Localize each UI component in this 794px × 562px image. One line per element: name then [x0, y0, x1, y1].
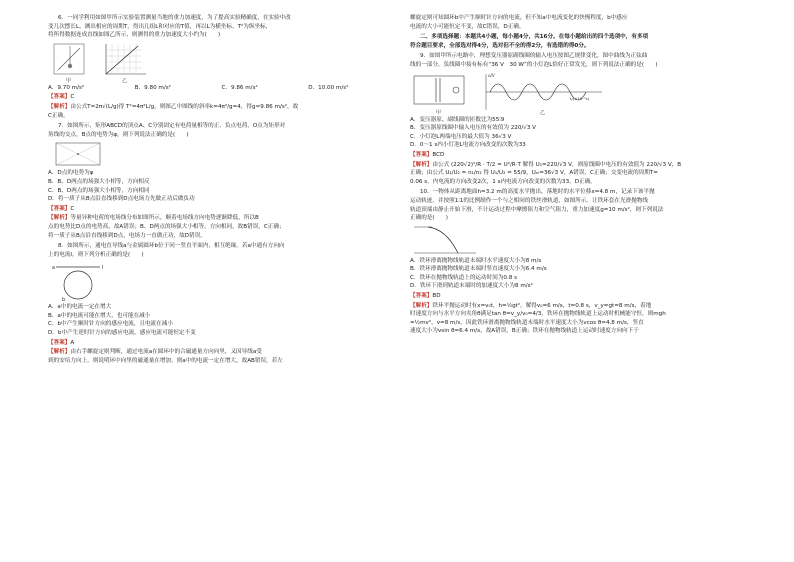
q6-analysis-tag: 【解析】 [48, 103, 71, 110]
q7-option-d: D．将一质子从B点沿直线移到D点电场力先做正功后做负功 [48, 196, 195, 203]
q7-figure [48, 139, 108, 169]
q8-stem-line1: 8．如图所示，通电直导线a与金属圆环b位于同一竖直平面内，相互绝缘。若a中通有方向向 [58, 243, 285, 250]
q6-fig-label-a: 甲 [66, 77, 72, 84]
q9-analysis-line2: 正确；由公式 U₁/U₂ = n₁/n₂ 得 U₁/U₂ = 55/9，Uₘ=36√3 V，A错误，C正确；交变电流的周期T= [410, 170, 658, 177]
q6-analysis-line1: 由公式T=2π√(L/g)得 T²=4π²L/g，则图乙中图线的斜率k=4π²/g=4，得g≈9.86 m/s²，故 [70, 103, 299, 110]
q7-option-c: C．B、D两点的场强大小相等，方向相同 [48, 187, 150, 194]
q8-option-b: B．a中的电流可能在增大，也可能在减小 [48, 312, 151, 319]
q9-axis-t: t/(×10⁻²s) [570, 95, 590, 101]
q9-analysis-line3: 0.06 s，内电流的方向改变2次，1 s内电流方向改变的次数为33，D正确。 [410, 178, 596, 185]
left-column [48, 14, 393, 365]
q6-options [48, 84, 393, 93]
q8-answer: A [70, 339, 75, 346]
q9-option-d: D．0～1 s内小灯泡L电流方向改变的次数为33 [410, 142, 526, 149]
q10-analysis-line2: 时速度方向与水平方向夹角θ满足tan θ=v_y/v₀=4/3，铁环在抛物线轨道上运动时机械能守恒，则mgh [410, 311, 666, 318]
q9-option-c: C．小灯泡L两端电压的最大值为 36√3 V [410, 133, 512, 140]
q8-label-a: a [52, 265, 56, 272]
q10-option-a: A．铁环滑离抛物线轨道末端时水平速度大小为8 m/s [410, 257, 542, 264]
q10-analysis-line3: =½mv²，v=8 m/s，因此铁环滑离抛物线轨道末端时水平速度大小为vcos θ=4.8 m/s，竖直 [410, 319, 644, 326]
q8-analysis-line2: 到的安培力向上，则说明环中向里的磁通量在增加，则a中的电流一定在增大，故AB错误，若左 [48, 357, 283, 364]
q7-stem-line1: 7．如图所示，矩形ABCD的顶点A、C分别固定有电荷量相等的正、负点电荷，O点为矩形对 [58, 123, 286, 130]
q10-analysis-tag: 【解析】 [410, 302, 433, 309]
q10-analysis-line1: 铁环平抛运动时有x=v₀t，h=½gt²，解得v₀=6 m/s，t=0.8 s，v_y=gt=8 m/s，着地 [432, 302, 652, 309]
q7-analysis-line3: 将一质子从B点沿直线移到D点，电场力一直做正功，故D错误。 [48, 232, 206, 239]
right-column [410, 14, 755, 336]
q8-label-b: b [62, 297, 66, 304]
q6-fig-label-b: 乙 [122, 77, 128, 84]
q10-answer: BD [432, 293, 441, 300]
q8-analysis-tag: 【解析】 [48, 349, 71, 356]
q7-answer-tag: 【答案】 [48, 205, 71, 212]
q8-option-d: D．b中产生逆时针方向的感应电流，感应电流可能恒定不变 [48, 330, 196, 337]
q8-tail-line2: 电流的大小可能恒定不变，故C错误，D正确。 [410, 23, 525, 30]
q7-stem-line2: 角线的交点，B点的电势为φ，则下列说法正确的是( ) [48, 131, 189, 138]
q6-stem-line1: 6．一同学利用如图甲所示实验装置测量当地的重力加速度，为了提高实验精确度，在实验中改 [58, 15, 291, 21]
q6-option-a: A．9.70 m/s² [48, 84, 85, 91]
q9-figure [410, 70, 610, 116]
q10-figure [410, 223, 480, 257]
q9-answer-tag: 【答案】 [410, 151, 433, 158]
q7-analysis-tag: 【解析】 [48, 215, 71, 222]
q6-stem-line3: 将所得数据连成直线如图乙所示，则测得的重力加速度大小约为( ) [48, 32, 221, 39]
q6-stem-line2: 变几次摆长L、测出相应的周期T，得出几组L和对应的T值，再以L为横坐标、T²为纵坐标， [48, 23, 272, 30]
q6-option-d: D．10.00 m/s² [308, 84, 349, 91]
q10-option-d: D．铁环下滑到轨道末端时的加速度大小为8 m/s² [410, 283, 533, 290]
q7-answer: C [70, 205, 75, 212]
q10-stem-line1: 10．一物体从距离地面h=3.2 m的高度水平抛出，落地时的水平位移x=4.8 m，记录下该平抛 [420, 189, 655, 196]
q7-analysis-line1: 等量异种电荷的电场线分布如图所示，顺着电场线方向电势逐渐降低，所以B [70, 215, 259, 222]
q8-option-c: C．b中产生顺时针方向的感应电流，且电流在减小 [48, 321, 173, 328]
q6-answer: C [70, 94, 75, 101]
q7-option-b: B．B、D两点的场强大小相等，方向相反 [48, 178, 150, 185]
section2-title-line2: 符合题目要求，全部选对得4分，选对但不全的得2分，有选错的得0分。 [410, 42, 590, 49]
q6-answer-tag: 【答案】 [48, 94, 71, 101]
q10-option-c: C．铁环在抛物线轨道上的运动时间为0.8 s [410, 274, 517, 281]
q8-stem-line2: 上的电流I，则下列分析正确的是( ) [48, 251, 144, 258]
q8-label-i: I [102, 265, 104, 272]
q6-option-b: B．9.80 m/s² [134, 84, 171, 91]
q9-stem-line2: 线的一部分，负线圈中接有标有“36 V 30 W”的小灯泡L恰好正常发光，则下列说法正确的是( ) [410, 61, 658, 68]
q6-option-c: C．9.86 m/s² [221, 84, 258, 91]
q9-answer: BCD [432, 151, 445, 158]
q6-analysis-line2: C正确。 [48, 112, 69, 119]
q8-answer-tag: 【答案】 [48, 339, 71, 346]
q9-option-a: A．变压器原、副线圈的匝数比为55∶9 [410, 116, 505, 123]
q6-figure [48, 40, 158, 84]
q7-analysis-line2: 点的电势比D点的电势高，故A错误；B、D两点的场强大小相等，方向相同，故B错误，C正确； [48, 223, 285, 230]
q10-stem-line4: 正确的是( ) [410, 215, 448, 222]
q9-option-b: B．变压器原线圈中输入电压的有效值为 220/√3 V [410, 125, 536, 132]
q8-tail-line1: 螺旋定则可知圆环b中产生顺时针方向的电流，但不知a中电流变化的快慢程度，b中感应 [410, 15, 628, 21]
q10-analysis-line4: 速度大小为vsin θ=6.4 m/s，故A错误，B正确；铁环在抛物线轨道上运动时速度方向向下于 [410, 328, 639, 335]
q10-stem-line3: 轨道顶端由静止开始下滑，不计运动过程中摩擦阻力和空气阻力，重力加速度g=10 m/s²，则下列说法 [410, 206, 664, 213]
q9-axis-u: u/V [488, 72, 495, 78]
q9-fig-label-b: 乙 [540, 109, 546, 116]
section2-title-line1: 二、多项选择题：本题共4小题，每小题4分，共16分。在每小题给出的四个选项中，有多项 [420, 34, 649, 41]
q9-analysis-tag: 【解析】 [410, 161, 433, 168]
q10-answer-tag: 【答案】 [410, 293, 433, 300]
q8-figure [48, 259, 108, 303]
q9-analysis-line1: 由公式 (220√2)²/R · T/2 = U²/R·T 解得 U₁=220/√3 V，则原线圈中电压的有效值为 220/√3 V，B [432, 161, 682, 168]
q8-analysis-line1: 由右手螺旋定则判断，通过电流a在圆环中的合磁通量方向向里，又因导线a受 [70, 349, 262, 356]
q10-stem-line2: 运动轨迹，并按照1∶1的比例制作一个与之相同的铁丝滑轨道，如图所示。让铁环套在光滑抛物线 [410, 197, 648, 204]
q7-option-a: A．D点的电势为φ [48, 170, 94, 177]
q10-option-b: B．铁环滑离抛物线轨道末端时竖直速度大小为6.4 m/s [410, 266, 547, 273]
q9-fig-label-a: 甲 [436, 109, 442, 116]
q9-stem-line1: 9．如图甲所示电路中，理想变压器原副线圈的输入电压按图乙规律变化，图中曲线为正弦曲 [420, 53, 648, 60]
q8-option-a: A．a中的电流一定在增大 [48, 304, 112, 311]
